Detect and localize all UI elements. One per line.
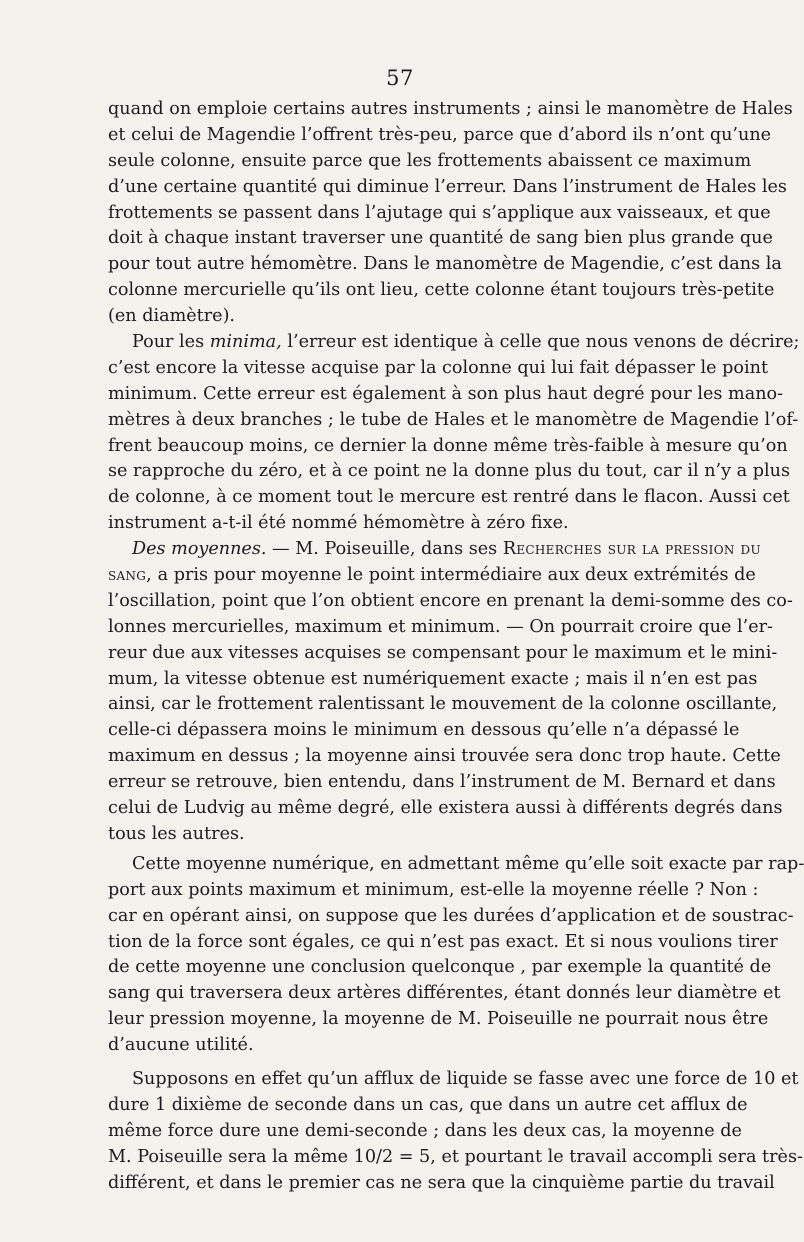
text-line: et celui de Magendie l’offrent très-peu, parce que d’abord ils n’ont qu’une: [108, 124, 772, 145]
text-line: port aux points maximum et minimum, est-elle la moyenne réelle ? Non :: [108, 879, 759, 900]
text-line: celui de Ludvig au même degré, elle existera aussi à différents degrés dans: [108, 798, 783, 819]
section-heading: Des moyennes.: [132, 539, 267, 560]
text-line: doit à chaque instant traverser une quantité de sang bien plus grande que: [108, 228, 773, 249]
text-line: [108, 537, 761, 563]
paragraph-2: [108, 330, 800, 537]
text-line: tous les autres.: [108, 823, 245, 844]
cited-work-title: sang,: [108, 565, 153, 586]
text-line: [108, 330, 800, 356]
body-text: [108, 97, 804, 1196]
text-line: Supposons en effet qu’un afflux de liquide se fasse avec une force de 10 et: [132, 1068, 799, 1089]
page-number: 57: [386, 66, 414, 90]
text-line: différent, et dans le premier cas ne sera que la cinquième partie du travail: [108, 1172, 775, 1193]
text-line: c’est encore la vitesse acquise par la colonne qui lui fait dépasser le point: [108, 357, 769, 378]
text-line: frent beaucoup moins, ce dernier la donne même très-faible à mesure qu’on: [108, 435, 788, 456]
text-line: reur due aux vitesses acquises se compensant pour le maximum et le mini-: [108, 642, 778, 663]
text-line: mum, la vitesse obtenue est numériquement exacte ; mais il n’en est pas: [108, 668, 758, 689]
text-line: quand on emploie certains autres instruments ; ainsi le manomètre de Hales: [108, 99, 793, 119]
text-line: tion de la force sont égales, ce qui n’est pas exact. Et si nous voulions tirer: [108, 931, 778, 952]
text-line: M. Poiseuille sera la même 10/2 = 5, et pourtant le travail accompli sera très-: [108, 1146, 803, 1167]
text-run: Pour les: [132, 332, 210, 353]
text-line: instrument a-t-il été nommé hémomètre à zéro fixe.: [108, 513, 569, 534]
text-line: minimum. Cette erreur est également à son plus haut degré pour les mano-: [108, 383, 784, 404]
text-run: — M. Poiseuille, dans ses: [266, 539, 503, 560]
text-line: sang qui traversera deux artères différentes, étant donnés leur diamètre et: [108, 983, 781, 1004]
paragraph-3: [108, 537, 793, 848]
text-line: (en diamètre).: [108, 306, 236, 327]
text-line: d’une certaine quantité qui diminue l’erreur. Dans l’instrument de Hales les: [108, 176, 787, 197]
paragraph-5: [108, 1067, 803, 1196]
text-line: seule colonne, ensuite parce que les frottements abaissent ce maximum: [108, 150, 752, 171]
text-line: mètres à deux branches ; le tube de Hales et le manomètre de Magendie l’of-: [108, 409, 799, 430]
text-line: [108, 563, 756, 589]
text-line: erreur se retrouve, bien entendu, dans l’instrument de M. Bernard et dans: [108, 772, 776, 793]
paragraph-4: [108, 852, 804, 1059]
text-line: l’oscillation, point que l’on obtient encore en prenant la demi-somme des co-: [108, 590, 793, 611]
text-line: car en opérant ainsi, on suppose que les durées d’application et de soustrac-: [108, 905, 794, 926]
text-line: se rapproche du zéro, et à ce point ne la donne plus du tout, car il n’y a plus: [108, 461, 791, 482]
text-line: frottements se passent dans l’ajutage qui s’applique aux vaisseaux, et que: [108, 202, 771, 223]
text-line: celle-ci dépassera moins le minimum en dessous qu’elle n’a dépassé le: [108, 720, 740, 741]
text-line: dure 1 dixième de seconde dans un cas, que dans un autre cet afflux de: [108, 1094, 748, 1115]
text-line: même force dure une demi-seconde ; dans les deux cas, la moyenne de: [108, 1120, 742, 1141]
text-line: colonne mercurielle qu’ils ont lieu, cette colonne étant toujours très-petite: [108, 280, 775, 301]
text-line: leur pression moyenne, la moyenne de M. Poiseuille ne pourrait nous être: [108, 1009, 769, 1030]
text-line: ainsi, car le frottement ralentissant le mouvement de la colonne oscillante,: [108, 694, 778, 715]
text-line: de colonne, à ce moment tout le mercure est rentré dans le flacon. Aussi cet: [108, 487, 790, 508]
text-line: lonnes mercurielles, maximum et minimum. — On pourrait croire que l’er-: [108, 616, 773, 637]
cited-work-title: Recherches sur la pression du: [502, 539, 761, 560]
text-line: de cette moyenne une conclusion quelconque , par exemple la quantité de: [108, 957, 772, 978]
text-run: a pris pour moyenne le point intermédiaire aux deux extrémités de: [152, 565, 756, 586]
text-line: Cette moyenne numérique, en admettant même qu’elle soit exacte par rap-: [132, 853, 804, 874]
text-line: maximum en dessus ; la moyenne ainsi trouvée sera donc trop haute. Cette: [108, 746, 781, 767]
text-line: d’aucune utilité.: [108, 1035, 254, 1056]
text-line: pour tout autre hémomètre. Dans le manomètre de Magendie, c’est dans la: [108, 254, 782, 275]
text-run: l’erreur est identique à celle que nous venons de décrire;: [281, 332, 800, 353]
italic-term: minima,: [209, 332, 282, 353]
paragraph-1: [108, 97, 793, 330]
